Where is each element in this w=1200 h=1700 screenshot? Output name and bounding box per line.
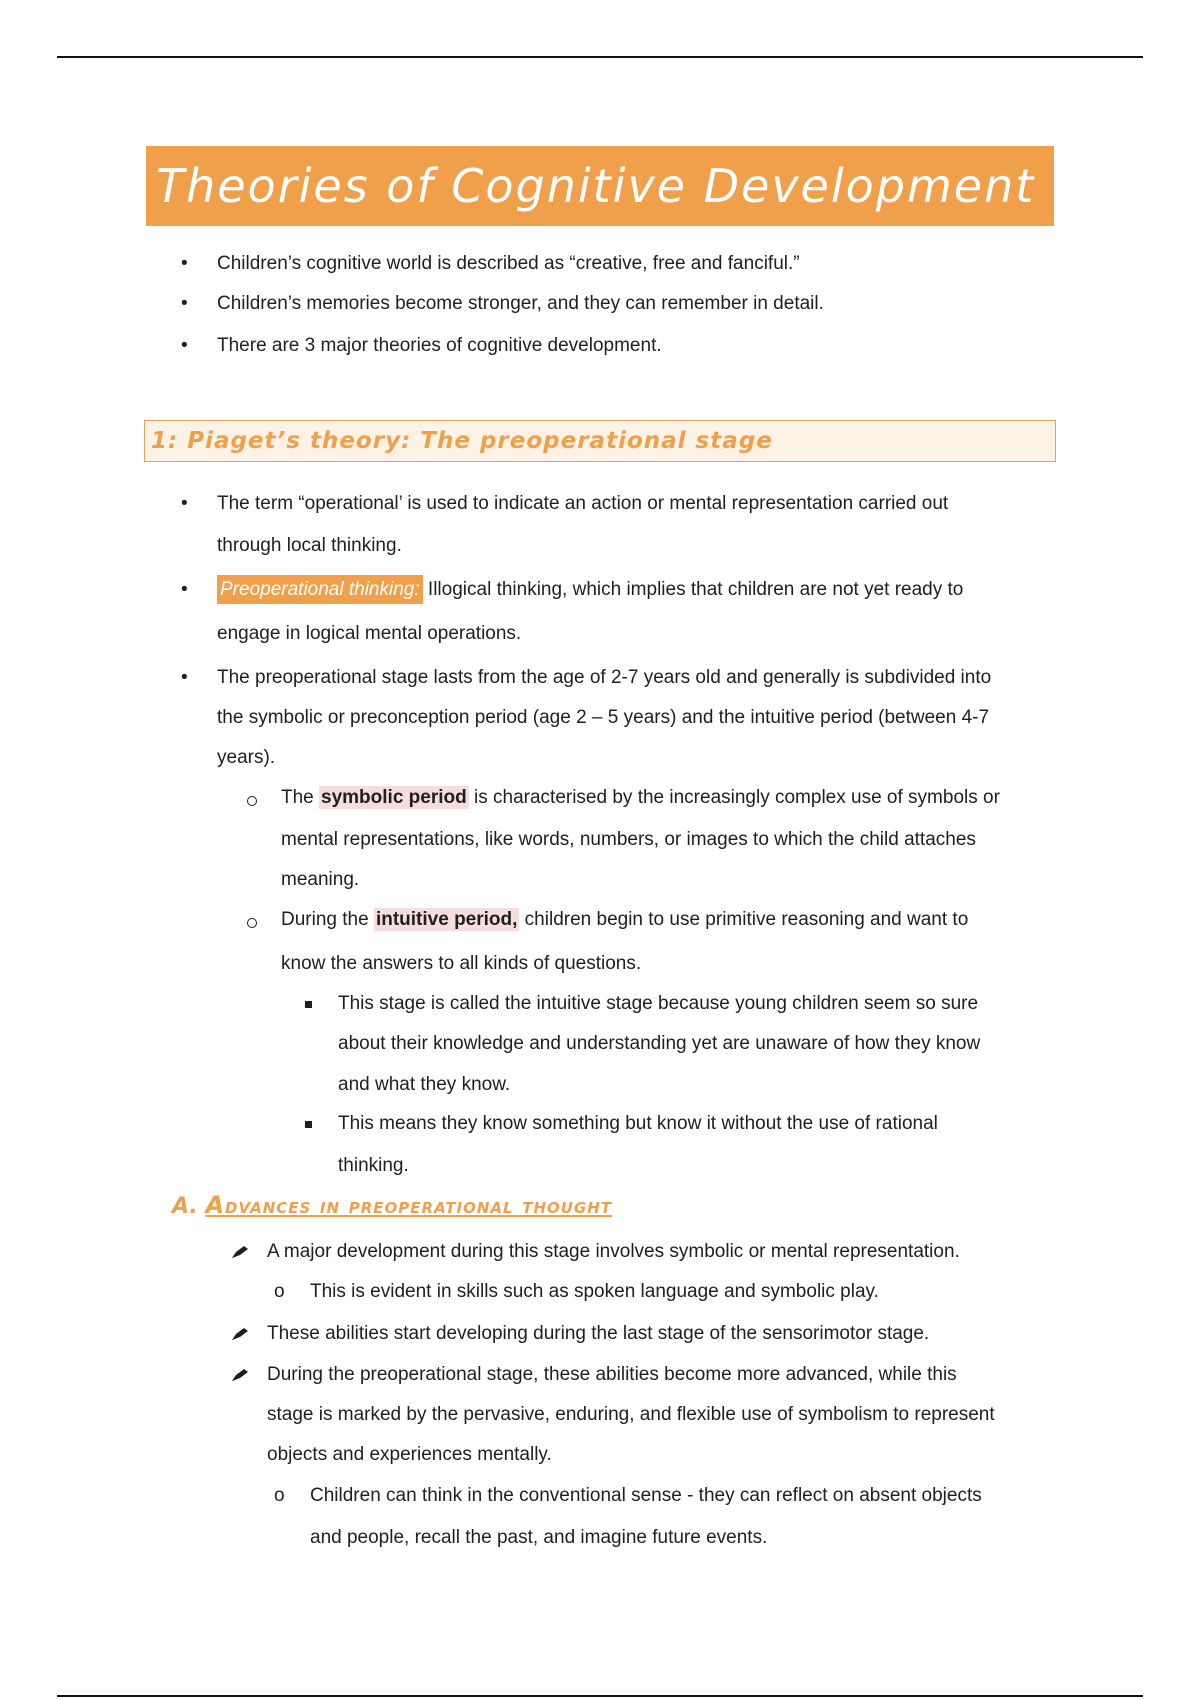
text-run: During the [281, 909, 374, 930]
pencil-bullet-icon [230, 1245, 250, 1259]
circle-bullet [247, 918, 257, 928]
square-bullet [305, 1001, 312, 1008]
term-definition: Illogical thinking, which implies that children are not yet ready to [422, 579, 964, 600]
o-bullet: o [274, 1281, 285, 1302]
list-item: A major development during this stage involves symbolic or mental representation. [267, 1241, 960, 1262]
text-run: The [281, 787, 320, 808]
top-rule [57, 56, 1143, 58]
bullet-dot: • [181, 579, 188, 600]
list-item: The preoperational stage lasts from the age of 2-7 years old and generally is subdivided into [217, 667, 992, 688]
sub-list-item [281, 908, 968, 932]
intro-item: Children’s memories become stronger, and they can remember in detail. [217, 293, 824, 314]
bullet-dot: • [181, 493, 188, 514]
list-item: These abilities start developing during the last stage of the sensorimotor stage. [267, 1323, 930, 1344]
sub-list-item-cont: and people, recall the past, and imagine future events. [310, 1527, 768, 1548]
highlight-term: intuitive period, [375, 909, 518, 930]
sub-list-item-cont: know the answers to all kinds of questions. [281, 953, 642, 974]
square-bullet [305, 1121, 312, 1128]
bottom-rule [57, 1695, 1143, 1697]
bullet-dot: • [181, 667, 188, 688]
bullet-dot: • [181, 293, 188, 314]
list-item-cont: years). [217, 747, 276, 768]
sub-list-item-cont: mental representations, like words, numbers, or images to which the child attaches [281, 829, 976, 850]
subsub-list-item-cont: about their knowledge and understanding yet are unaware of how they know [338, 1033, 981, 1054]
sub-list-item: Children can think in the conventional sense - they can reflect on absent objects [310, 1485, 982, 1506]
highlight-term: symbolic period [321, 787, 467, 808]
page-title: Theories of Cognitive Development [156, 159, 1036, 213]
list-item-cont: through local thinking. [217, 535, 402, 556]
o-bullet: o [274, 1485, 285, 1506]
list-item-cont: stage is marked by the pervasive, enduring, and flexible use of symbolism to represent [267, 1404, 995, 1425]
section-heading: 1: Piaget’s theory: The preoperational stage [151, 428, 773, 454]
intro-item: Children’s cognitive world is described as “creative, free and fanciful.” [217, 253, 800, 274]
subsection-title [205, 1191, 613, 1219]
sub-list-item [281, 786, 1000, 810]
intro-item: There are 3 major theories of cognitive development. [217, 335, 662, 356]
sub-list-item: This is evident in skills such as spoken language and symbolic play. [310, 1281, 879, 1302]
subsub-list-item: This stage is called the intuitive stage because young children seem so sure [338, 993, 979, 1014]
text-run: is characterised by the increasingly complex use of symbols or [468, 787, 1000, 808]
section-heading-box [144, 420, 1056, 462]
bullet-dot: • [181, 253, 188, 274]
list-item-cont: engage in logical mental operations. [217, 623, 522, 644]
list-item [217, 578, 963, 602]
sub-list-item-cont: meaning. [281, 869, 360, 890]
text-run: children begin to use primitive reasoning and want to [519, 909, 969, 930]
subsub-list-item-cont: thinking. [338, 1155, 409, 1176]
list-item-cont: the symbolic or preconception period (age 2 – 5 years) and the intuitive period (between 4-7 [217, 707, 990, 728]
list-item: The term “operational’ is used to indicate an action or mental representation carried out [217, 493, 949, 514]
title-banner [146, 146, 1054, 226]
pencil-bullet-icon [230, 1327, 250, 1341]
pencil-bullet-icon [230, 1368, 250, 1382]
title-initial: A [205, 1191, 226, 1219]
list-item: During the preoperational stage, these abilities become more advanced, while this [267, 1364, 957, 1385]
subsub-list-item: This means they know something but know it without the use of rational [338, 1113, 938, 1134]
subsub-list-item-cont: and what they know. [338, 1074, 511, 1095]
bullet-dot: • [181, 335, 188, 356]
subsection-letter: A. [172, 1194, 198, 1219]
circle-bullet [247, 796, 257, 806]
highlight-term: Preoperational thinking: [217, 575, 423, 604]
title-rest: dvances in preoperational thought [225, 1194, 613, 1219]
subsection-heading [172, 1192, 612, 1220]
list-item-cont: objects and experiences mentally. [267, 1444, 552, 1465]
